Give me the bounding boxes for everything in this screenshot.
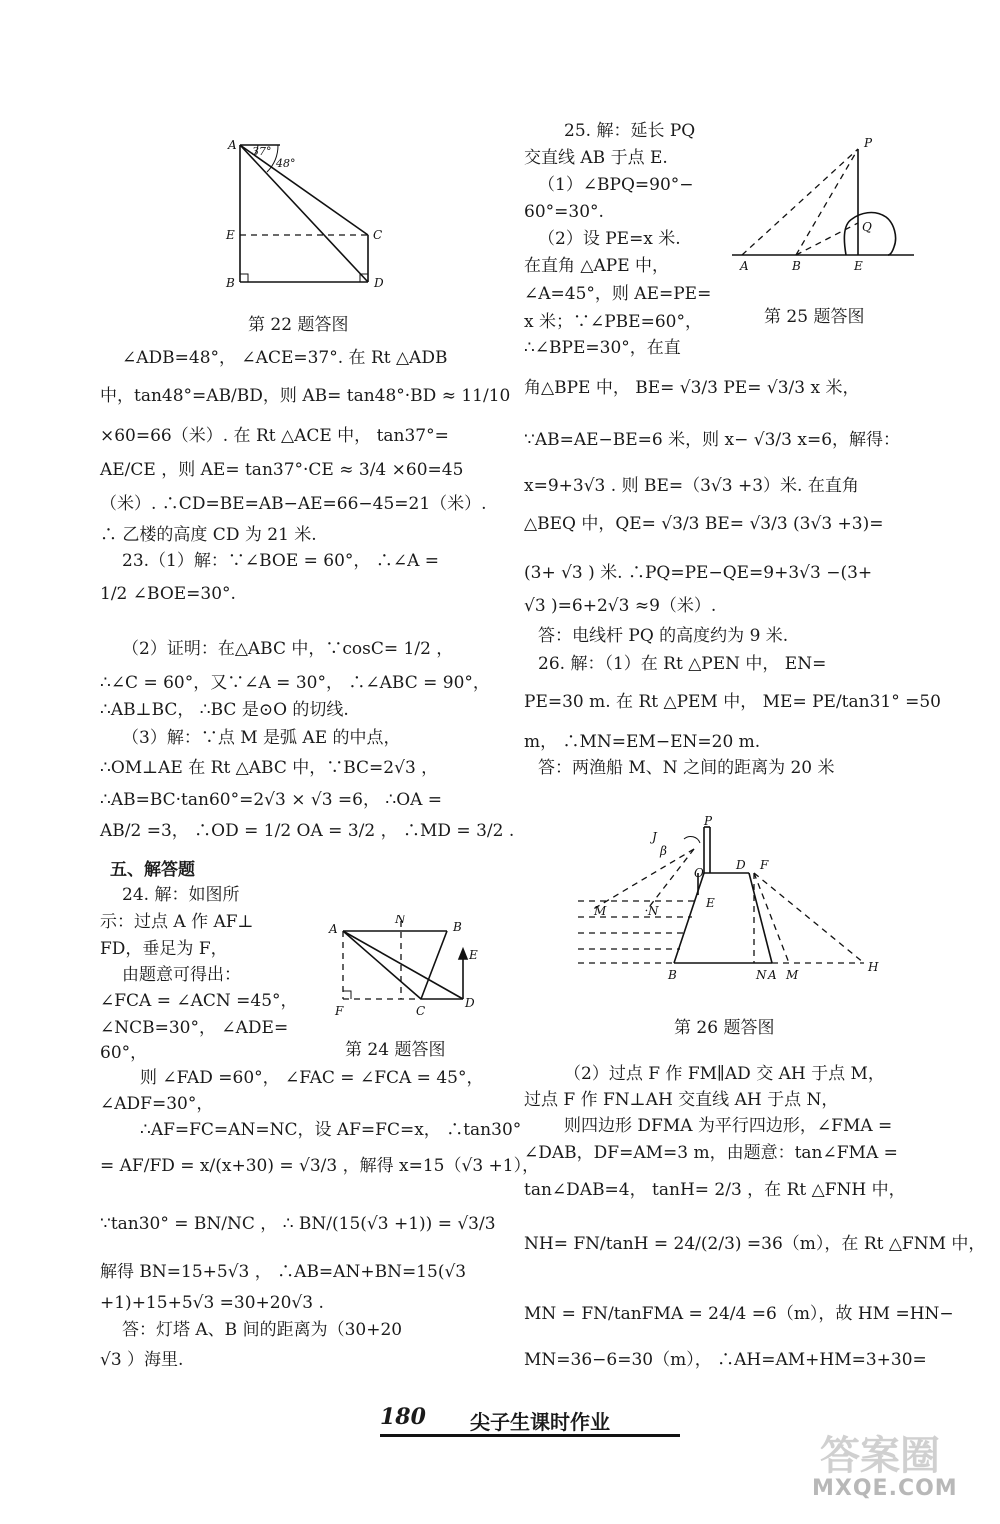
left-line-22: ∠NCB=30°， ∠ADE= bbox=[100, 1018, 289, 1038]
left-line-23: 60°， bbox=[100, 1043, 148, 1063]
left-line-12: （3）解：∵点 M 是弧 AE 的中点， bbox=[122, 728, 401, 748]
fig26-label-n-left: N bbox=[648, 904, 659, 918]
left-line-20: 由题意可得出： bbox=[122, 965, 241, 985]
fig25-label-q: Q bbox=[862, 220, 872, 234]
left-line-32: √3 ）海里. bbox=[100, 1350, 184, 1370]
right-line-16: 答：电线杆 PQ 的高度约为 9 米. bbox=[538, 626, 789, 646]
left-line-8: 1/2 ∠BOE=30°. bbox=[100, 584, 236, 604]
figure-22 bbox=[220, 135, 390, 295]
right-line-25: tan∠DAB=4， tanH= 2/3 ，在 Rt △FNH 中， bbox=[524, 1180, 906, 1200]
fig24-label-a: A bbox=[329, 922, 338, 936]
left-line-31: 答：灯塔 A、B 间的距离为（30+20 bbox=[122, 1320, 403, 1340]
page-footer bbox=[380, 1404, 680, 1444]
fig24-label-c: C bbox=[416, 1004, 426, 1018]
right-line-22: 过点 F 作 FN⊥AH 交直线 AH 于点 N， bbox=[524, 1090, 839, 1110]
right-line-5: （2）设 PE=x 米. bbox=[538, 229, 681, 249]
fig22-label-e: E bbox=[226, 228, 235, 242]
watermark-text: MXQE.COM bbox=[812, 1476, 958, 1501]
fig24-label-d: D bbox=[465, 996, 475, 1010]
right-line-9: ∴∠BPE=30°，在直 bbox=[524, 338, 681, 358]
fig26-label-m-right: M bbox=[786, 968, 799, 982]
fig22-caption: 第 22 题答图 bbox=[248, 315, 349, 335]
left-line-24: 则 ∠FAD =60°， ∠FAC = ∠FCA = 45°， bbox=[140, 1068, 484, 1088]
fig22-label-b: B bbox=[226, 276, 235, 290]
right-line-17: 26. 解：（1）在 Rt △PEN 中， EN= bbox=[538, 654, 827, 674]
right-line-28: MN=36−6=30（m）， ∴AH=AM+HM=3+30= bbox=[524, 1350, 927, 1370]
right-line-10: 角△BPE 中， BE= √3/3 PE= √3/3 x 米， bbox=[524, 378, 860, 398]
left-line-30: +1)+15+5√3 =30+20√3 . bbox=[100, 1293, 324, 1313]
left-line-5: （米）. ∴CD=BE=AB−AE=66−45=21（米）. bbox=[100, 494, 487, 514]
figure-26 bbox=[574, 815, 884, 985]
left-line-19: FD，垂足为 F， bbox=[100, 939, 228, 959]
fig26-label-b: B bbox=[668, 968, 677, 982]
fig26-label-e: E bbox=[706, 896, 715, 910]
left-line-26: ∴AF=FC=AN=NC，设 AF=FC=x， ∴tan30° bbox=[140, 1120, 522, 1140]
fig26-label-h: H bbox=[868, 960, 879, 974]
fig24-caption: 第 24 题答图 bbox=[345, 1040, 446, 1060]
left-line-15: AB/2 =3， ∴OD = 1/2 OA = 3/2 ， ∴MD = 3/2 . bbox=[100, 821, 515, 841]
left-line-10: ∴∠C = 60°，又∵∠A = 30°， ∴∠ABC = 90°， bbox=[100, 673, 490, 693]
left-line-18: 示：过点 A 作 AF⊥ bbox=[100, 912, 254, 932]
fig24-label-n: N bbox=[395, 915, 406, 926]
left-line-7: 23.（1）解：∵∠BOE = 60°， ∴∠A = bbox=[122, 551, 440, 571]
fig25-label-e: E bbox=[854, 259, 863, 273]
left-line-29: 解得 BN=15+5√3 ， ∴AB=AN+BN=15(√3 bbox=[100, 1262, 467, 1282]
fig26-label-j: J bbox=[652, 830, 657, 844]
fig26-label-m-left: M bbox=[594, 904, 607, 918]
left-line-2: 中，tan48°=AB/BD，则 AB= tan48°·BD ≈ 11/10 bbox=[100, 386, 511, 406]
fig26-label-d: D bbox=[736, 858, 746, 872]
left-line-27: = AF/FD = x/(x+30) = √3/3 ，解得 x=15（√3 +1）， bbox=[100, 1156, 540, 1176]
fig26-label-beta: β bbox=[660, 844, 667, 858]
left-line-3: ×60=66（米）. 在 Rt △ACE 中， tan37°= bbox=[100, 426, 449, 446]
fig22-label-c: C bbox=[373, 228, 383, 242]
fig26-label-p: P bbox=[704, 815, 713, 828]
fig22-label-d: D bbox=[374, 276, 384, 290]
right-line-1: 25. 解：延长 PQ bbox=[564, 121, 696, 141]
fig25-label-p: P bbox=[864, 136, 873, 150]
left-line-6: ∴ 乙楼的高度 CD 为 21 米. bbox=[100, 525, 317, 545]
right-line-26: NH= FN/tanH = 24/(2/3) =36（m），在 Rt △FNM 中， bbox=[524, 1234, 986, 1254]
left-line-21: ∠FCA = ∠ACN =45°， bbox=[100, 991, 298, 1011]
fig26-label-a: A bbox=[768, 968, 777, 982]
left-line-11: ∴AB⊥BC， ∴BC 是⊙O 的切线. bbox=[100, 700, 349, 720]
book-title: 尖子生课时作业 bbox=[470, 1410, 610, 1434]
fig22-angle-37: 37° bbox=[252, 145, 272, 158]
right-line-4: 60°=30°. bbox=[524, 202, 604, 222]
right-line-27: MN = FN/tanFMA = 24/4 =6（m），故 HM =HN− bbox=[524, 1304, 954, 1324]
right-line-21: （2）过点 F 作 FM∥AD 交 AH 于点 M， bbox=[564, 1064, 885, 1084]
left-line-25: ∠ADF=30°， bbox=[100, 1094, 214, 1114]
right-line-23: 则四边形 DFMA 为平行四边形，∠FMA = bbox=[564, 1116, 893, 1136]
page-number: 180 bbox=[380, 1404, 426, 1430]
left-line-14: ∴AB=BC·tan60°=2√3 × √3 =6， ∴OA = bbox=[100, 790, 443, 810]
right-line-13: △BEQ 中，QE= √3/3 BE= √3/3 (3√3 +3)= bbox=[524, 514, 884, 534]
fig26-caption: 第 26 题答图 bbox=[674, 1018, 775, 1038]
figure-25 bbox=[728, 135, 918, 275]
right-line-14: (3+ √3 ) 米. ∴PQ=PE−QE=9+3√3 −(3+ bbox=[524, 563, 873, 583]
left-line-17: 24. 解：如图所 bbox=[122, 885, 240, 905]
fig24-label-e: E bbox=[469, 948, 478, 962]
right-line-18: PE=30 m. 在 Rt △PEM 中， ME= PE/tan31° =50 bbox=[524, 692, 941, 712]
watermark-logo: 答案圈 bbox=[820, 1433, 940, 1479]
right-line-12: x=9+3√3 . 则 BE=（3√3 +3）米. 在直角 bbox=[524, 476, 859, 496]
fig24-label-b: B bbox=[453, 920, 462, 934]
right-line-8: x 米；∵∠PBE=60°， bbox=[524, 312, 702, 332]
fig26-label-o: O bbox=[694, 866, 704, 880]
right-line-15: √3 )=6+2√3 ≈9（米）. bbox=[524, 596, 717, 616]
left-line-4: AE/CE ，则 AE= tan37°·CE ≈ 3/4 ×60=45 bbox=[100, 460, 464, 480]
footer-rule bbox=[380, 1434, 680, 1437]
section-heading: 五、解答题 bbox=[110, 860, 195, 880]
left-line-13: ∴OM⊥AE 在 Rt △ABC 中，∵BC=2√3 ， bbox=[100, 758, 439, 778]
fig22-label-a: A bbox=[228, 138, 237, 152]
right-line-19: m， ∴MN=EM−EN=20 m. bbox=[524, 732, 761, 752]
left-line-1: ∠ADB=48°， ∠ACE=37°. 在 Rt △ADB bbox=[122, 348, 448, 368]
fig25-label-b: B bbox=[792, 259, 801, 273]
right-line-3: （1）∠BPQ=90°− bbox=[538, 175, 694, 195]
right-line-2: 交直线 AB 于点 E. bbox=[524, 148, 668, 168]
right-line-24: ∠DAB，DF=AM=3 m，由题意：tan∠FMA = bbox=[524, 1143, 898, 1163]
right-line-6: 在直角 △APE 中， bbox=[524, 256, 670, 276]
figure-24 bbox=[325, 915, 485, 1025]
right-line-11: ∵AB=AE−BE=6 米，则 x− √3/3 x=6，解得： bbox=[524, 430, 901, 450]
right-line-20: 答：两渔船 M、N 之间的距离为 20 米 bbox=[538, 758, 835, 778]
left-line-28: ∵tan30° = BN/NC ， ∴ BN/(15(√3 +1)) = √3/3 bbox=[100, 1214, 496, 1234]
fig26-label-f: F bbox=[760, 858, 769, 872]
fig25-label-a: A bbox=[740, 259, 749, 273]
fig25-caption: 第 25 题答图 bbox=[764, 307, 865, 327]
fig22-angle-48: 48° bbox=[276, 157, 296, 170]
fig24-label-f: F bbox=[335, 1004, 344, 1018]
right-line-7: ∠A=45°，则 AE=PE= bbox=[524, 284, 712, 304]
fig26-label-n-right: N bbox=[756, 968, 767, 982]
left-line-9: （2）证明：在△ABC 中，∵cosC= 1/2 ， bbox=[122, 639, 454, 659]
